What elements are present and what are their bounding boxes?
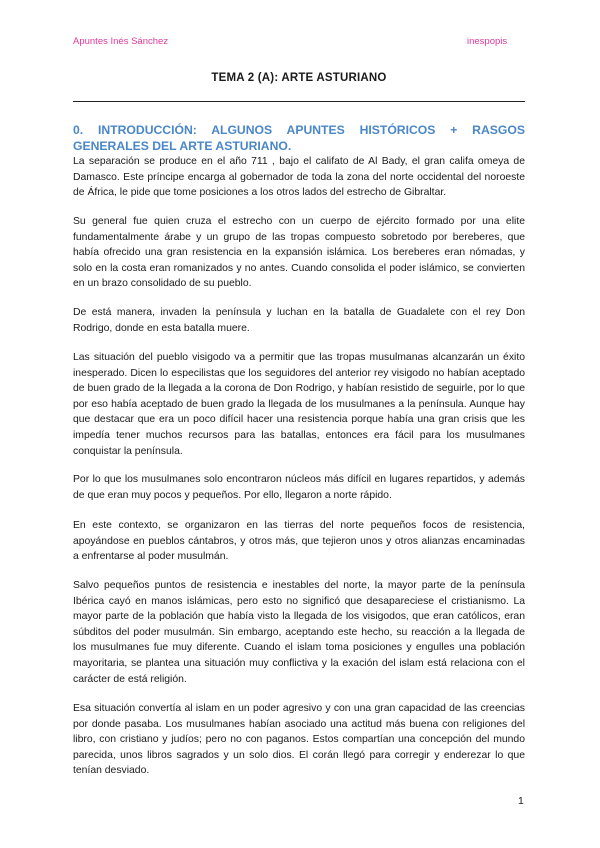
header-username: inespopis [467, 36, 508, 47]
paragraph-2: Su general fue quien cruza el estrecho con un cuerpo de ejército formado por una elite fundamentalmente árabe y un grupo de las tropas compuesto sobretodo por bereberes, que había ofrecido una gran resistencia en la expansión islámica. Los bereberes eran nómadas, y solo en la costa eran romanizados y no antes. Cuando consolida el poder islámico, se convierten en un brazo consolidado de su pueblo. [73, 216, 525, 290]
header-author: Apuntes Inés Sánchez [73, 36, 169, 47]
document-title: TEMA 2 (A): ARTE ASTURIANO [211, 72, 387, 84]
paragraph-4: Las situación del pueblo visigodo va a permitir que las tropas musulmanas alcanzarán un éxito inesperado. Dicen lo especilistas que los seguidores del anterior rey visigodo no habían aceptado de buen grado de la llegada a la corona de Don Rodrigo, y habían resistido de seguirle, por lo que por eso había aceptado de buen grado la llegada de los musulmanes a la península. Aunque hay que destacar que era un poco difícil hacer una resistencia porque había una gran crisis que les impedía tener muchos recursos para las batallas, entonces era fácil para los musulmanes conquistar la península. [73, 352, 525, 457]
paragraph-7: Salvo pequeños puntos de resistencia e inestables del norte, la mayor parte de la península Ibérica cayó en manos islámicas, pero esto no significó que desapareciese el cristianismo. La mayor parte de la población que había visto la llegada de los visigodos, que eran católicos, eran súbditos del poder musulmán. Sin embargo, aceptando este hecho, su reacción a la llegada de los musulmanes fue muy diferente. Cuando el islam toma posiciones y engulles una población mayoritaria, se plantea una situación muy conflictiva y la exación del islam está relaciona con el carácter de está religión. [73, 580, 525, 685]
paragraph-3: De está manera, invaden la península y luchan en la batalla de Guadalete con el rey Don Rodrigo, donde en esta batalla muere. [73, 307, 525, 334]
paragraph-6: En este contexto, se organizaron en las tierras del norte pequeños focos de resistencia, apoyándose en pueblos cántabros, y otros más, que tejieron unos y otros alianzas encaminadas a enfrentarse al poder musulmán. [73, 520, 525, 563]
title-divider [73, 101, 525, 102]
paragraph-8: Esa situación convertía al islam en un poder agresivo y con una gran capacidad de las creencias por donde pasaba. Los musulmanes habían asociado una actitud más buena con religiones del libro, con cristiano y judíos; pero no con paganos. Estos compartían una concepción del mundo parecida, unos libros sagrados y un solo dios. El corán llegó para corregir y enderezar lo que tenían desviado. [73, 703, 525, 777]
paragraph-5: Por lo que los musulmanes solo encontraron núcleos más difícil en lugares repartidos, y además de que eran muy pocos y pequeños. Por ello, llegaron a norte rápido. [73, 474, 525, 501]
page-number: 1 [518, 796, 524, 807]
section-heading: 0. INTRODUCCIÓN: ALGUNOS APUNTES HISTÓRICOS + RASGOS GENERALES DEL ARTE ASTURIANO. [73, 123, 525, 153]
paragraph-1: La separación se produce en el año 711 , bajo el califato de Al Bady, el gran califa omeya de Damasco. Este príncipe encarga al gobernador de toda la zona del norte occidental del noroeste de África, le pide que tome posiciones a los otros lados del estrecho de Gibraltar. [73, 156, 525, 199]
